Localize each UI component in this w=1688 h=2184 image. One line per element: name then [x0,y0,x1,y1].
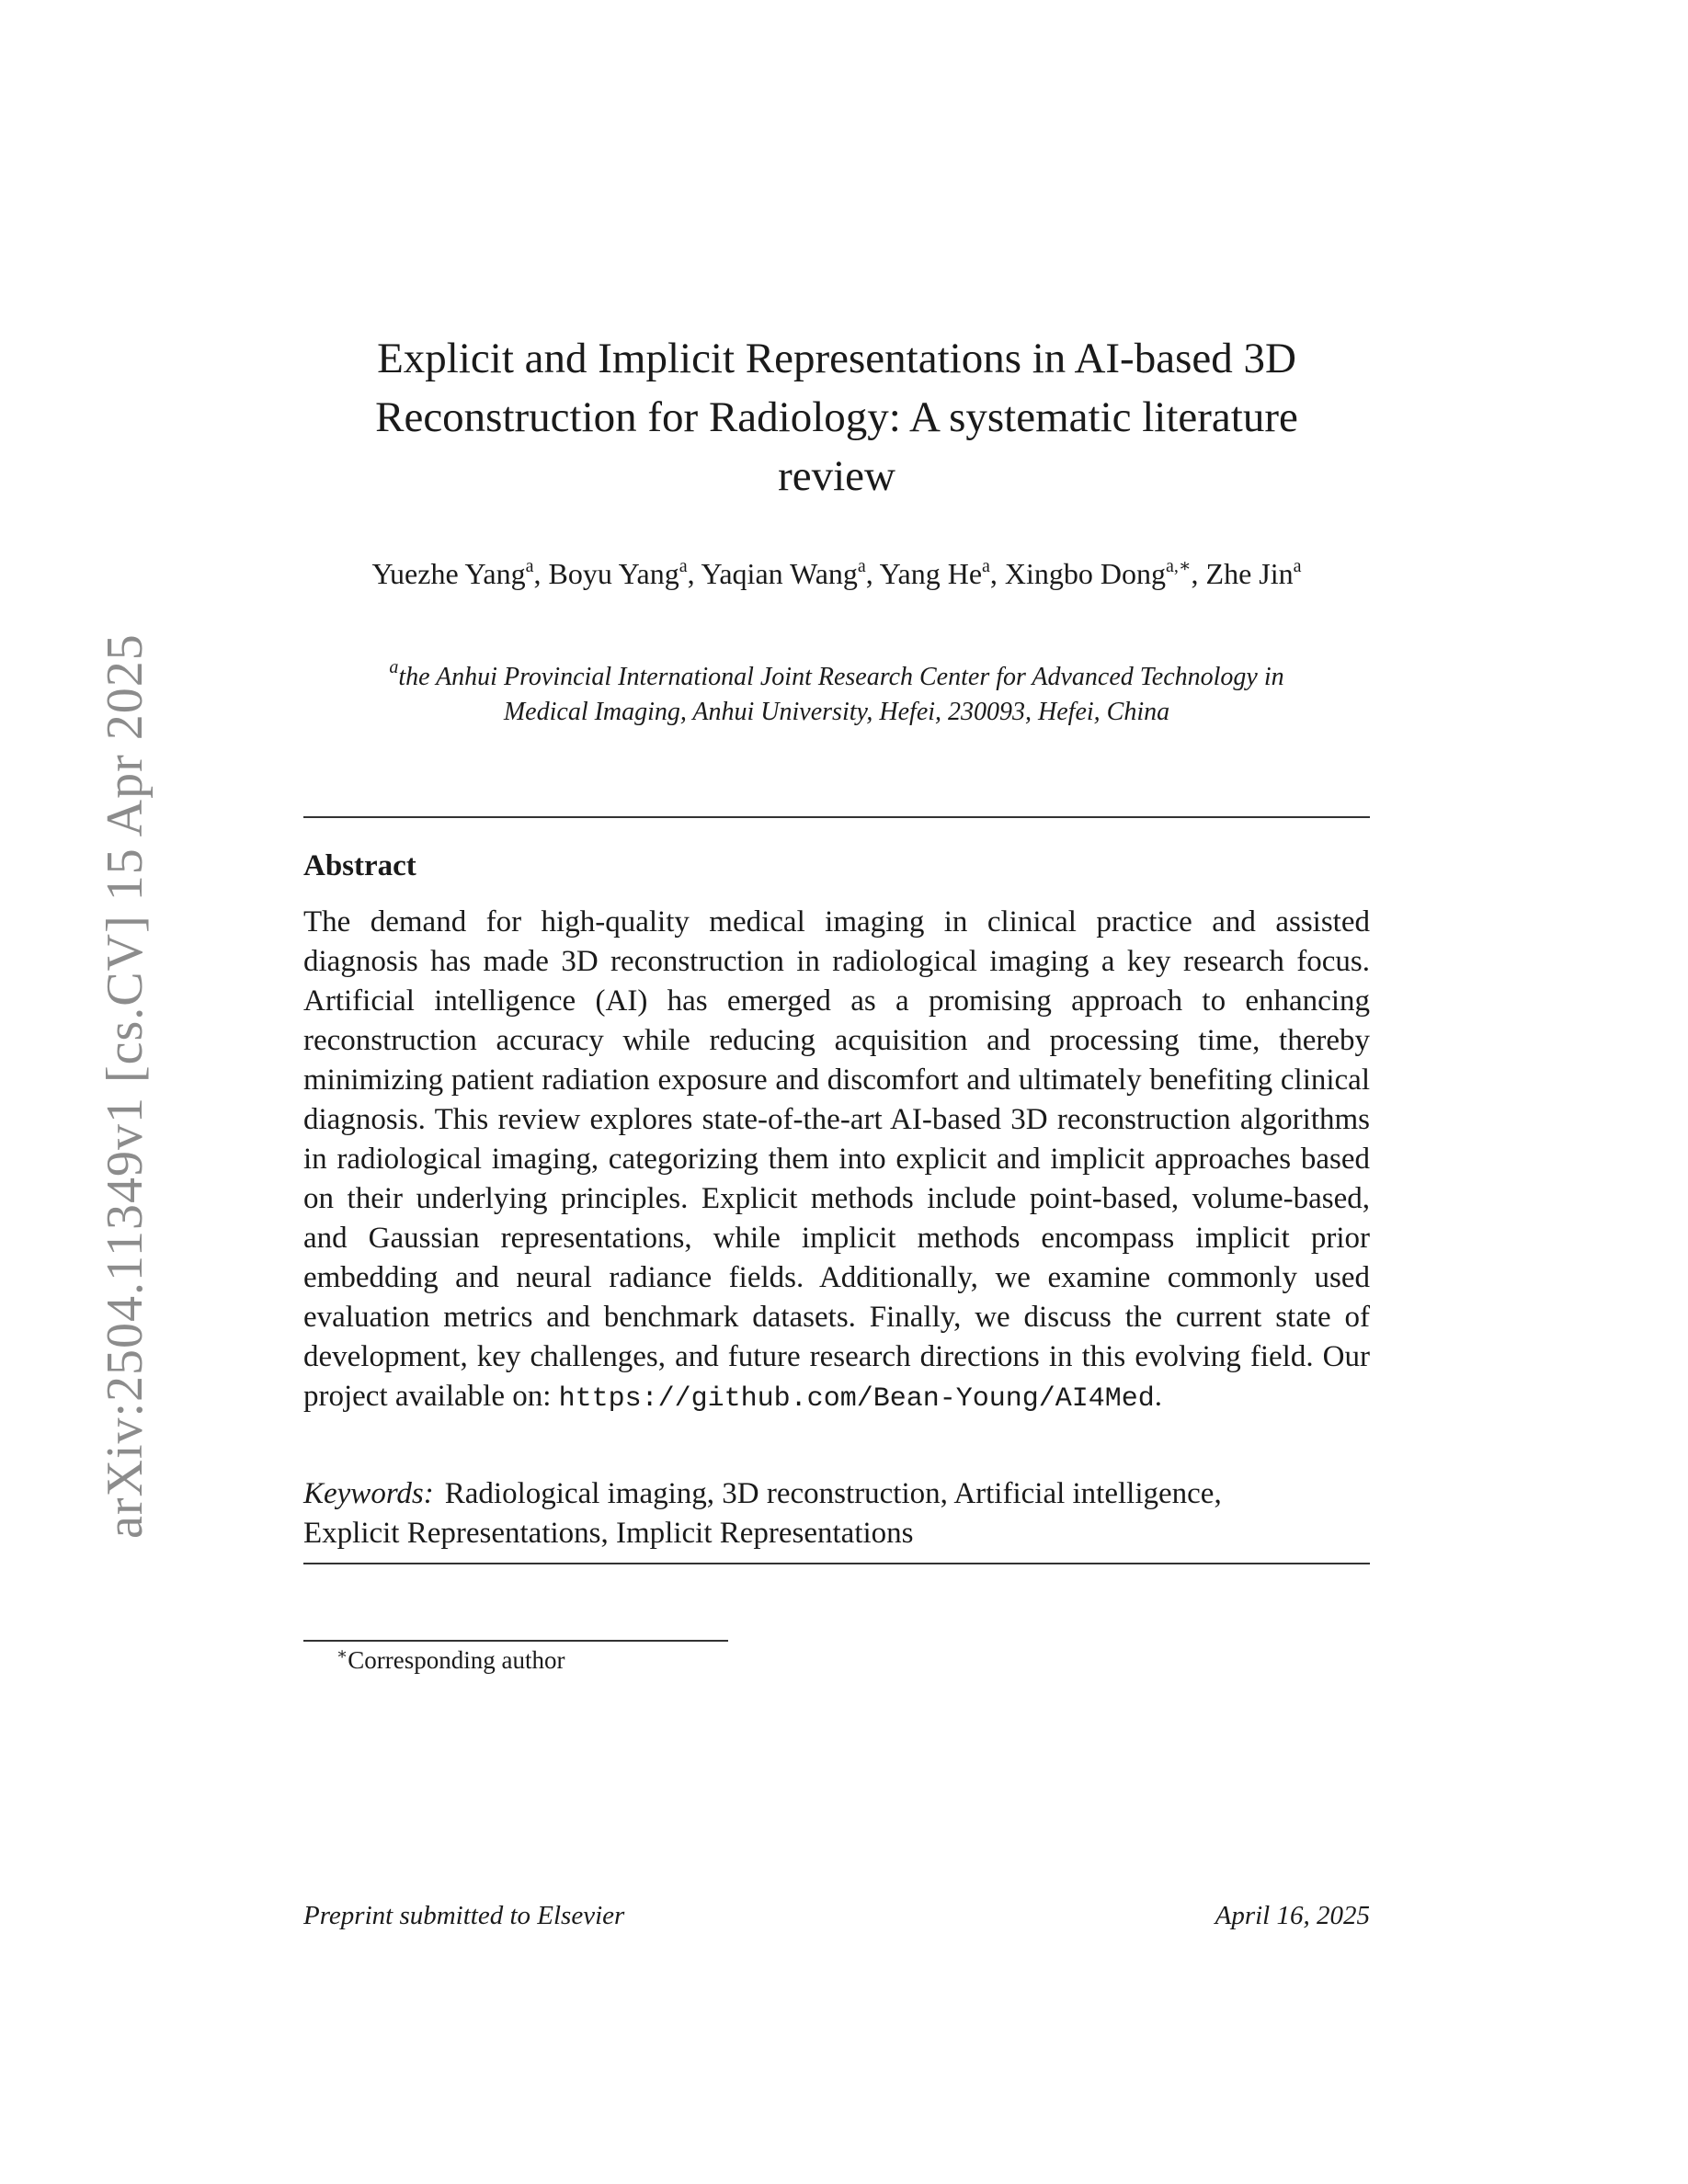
affiliation-mark: a [389,657,399,677]
affiliation-mark: a [982,556,990,576]
abstract-heading: Abstract [303,849,416,882]
title-line: Reconstruction for Radiology: A systematic literature [375,393,1298,441]
keywords-line: Explicit Representations, Implicit Representations [303,1517,914,1550]
affiliation-mark: a [857,556,866,576]
author-name: Xingbo Dong [1004,557,1167,590]
affiliation-mark: a,∗ [1166,556,1192,576]
keywords-label: Keywords: [303,1477,434,1510]
title-line: review [778,452,895,500]
affiliation-line: Medical Imaging, Anhui University, Hefei, 230093, Hefei, China [503,698,1170,726]
keywords [303,1474,1370,1553]
affiliation [303,657,1370,730]
footnote-text: Corresponding author [348,1646,565,1674]
footer-submission-note: Preprint submitted to Elsevier [303,1901,625,1930]
affiliation-mark: a [1293,556,1302,576]
author-name: Zhe Jin [1205,557,1294,590]
affiliation-line: the Anhui Provincial International Joint Research Center for Advanced Technology in [398,663,1284,691]
author-name: Boyu Yang [548,557,679,590]
affiliation-mark: a [525,556,534,576]
keywords-line: Radiological imaging, 3D reconstruction, Artificial intelligence, [444,1477,1222,1510]
author-name: Yaqian Wang [701,557,858,590]
footnote-rule [303,1640,728,1642]
abstract-text [303,903,1370,1419]
author-name: Yang He [879,557,983,590]
footnote [336,1644,565,1677]
title-line: Explicit and Implicit Representations in AI-based 3D [377,335,1296,382]
affiliation-mark: a [679,556,688,576]
abstract-body-text: The demand for high-quality medical imaging in clinical practice and assisted diagnosis has made 3D reconstruction in radiological imaging a key research focus. Artificial intelligence (AI) has emerged as a promising approach to enhancing reconstruction accuracy while reducing acquisition and processing time, thereby minimizing patient radiation exposure and discomfort and ultimately benefiting clinical diagnosis. This review explores state-of-the-art AI-based 3D reconstruction algorithms in radiological imaging, categorizing them into explicit and implicit approaches based on their underlying principles. Explicit methods include point-based, volume-based, and Gaussian representations, while implicit methods encompass implicit prior embedding and neural radiance fields. Additionally, we examine commonly used evaluation metrics and benchmark datasets. Finally, we discuss the current state of development, key challenges, and future research directions in this evolving field. Our project available on: [303,905,1370,1413]
footer-date: April 16, 2025 [1215,1901,1370,1930]
footnote-mark: ∗ [336,1644,348,1663]
abstract-end: . [1154,1380,1162,1413]
arxiv-identifier-stamp: arXiv:2504.11349v1 [cs.CV] 15 Apr 2025 [97,633,154,1539]
author-name: Yuezhe Yang [371,557,526,590]
paper-title [303,329,1370,506]
abstract-bottom-rule [303,1563,1370,1564]
abstract-top-rule [303,816,1370,818]
author-list: Yuezhe Yang$^a$, Boyu Yang$^a$, Yaqian Wang$^a$, Yang He$^a$, Xingbo Dong$^{a,∗}$, Zhe Jin$^a$ [371,556,1302,590]
project-url-link[interactable]: https://github.com/Bean-Young/AI4Med [558,1383,1155,1415]
